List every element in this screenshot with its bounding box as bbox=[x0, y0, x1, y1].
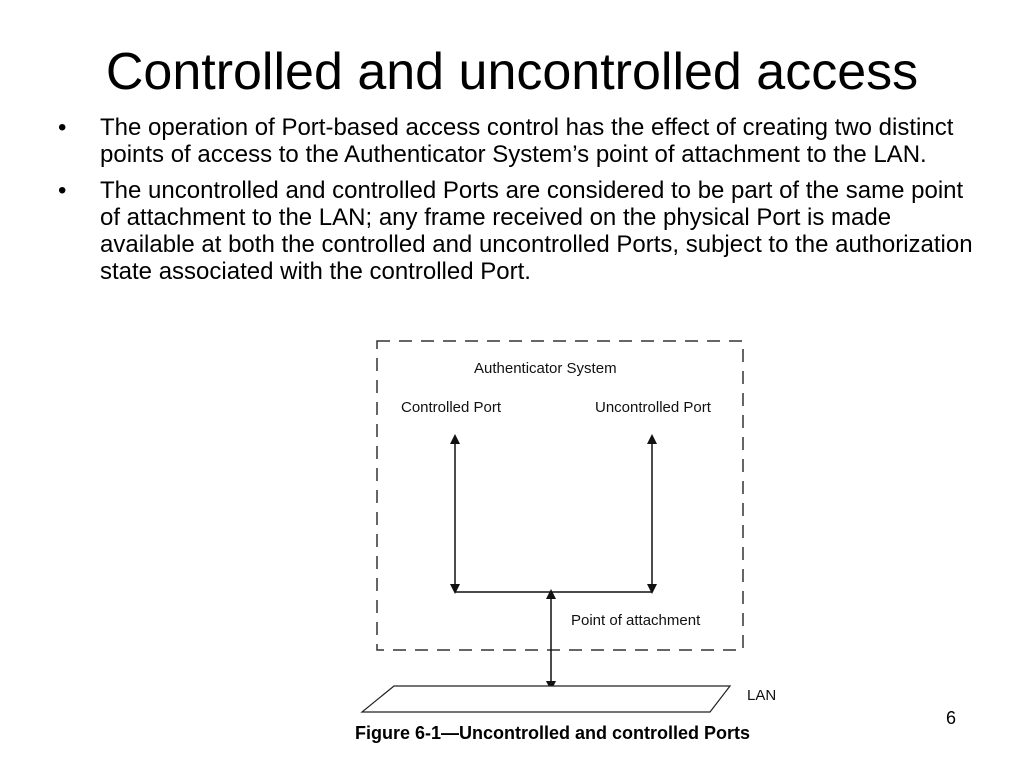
bullet-text: The operation of Port-based access control has the effect of creating two distinct points of access to the Authenticator System’s point of attachment to the LAN. bbox=[100, 114, 954, 168]
figure-caption: Figure 6-1—Uncontrolled and controlled Ports bbox=[355, 723, 751, 743]
lan-label: LAN bbox=[747, 687, 777, 704]
port-diagram-figure bbox=[350, 334, 840, 754]
bullet-item bbox=[58, 114, 978, 168]
attachment-label: Point of attachment bbox=[571, 612, 701, 629]
bullet-item bbox=[58, 177, 978, 285]
bullet-dot-icon: • bbox=[58, 177, 67, 204]
system-label: Authenticator System bbox=[474, 360, 617, 377]
slide-title: Controlled and uncontrolled access bbox=[105, 43, 919, 101]
controlled-port-label: Controlled Port bbox=[401, 399, 502, 416]
bullet-text: The uncontrolled and controlled Ports are considered to be part of the same point of attachment to the LAN; any frame received on the physical Port is made available at both the controlled and uncontrolled Ports, subject to the authorization state associated with the controlled Port. bbox=[100, 177, 973, 285]
uncontrolled-port-label: Uncontrolled Port bbox=[595, 399, 711, 416]
bullet-dot-icon: • bbox=[58, 114, 67, 141]
lan-shape bbox=[362, 686, 730, 712]
page-number: 6 bbox=[946, 708, 957, 728]
bullet-list bbox=[58, 114, 978, 294]
